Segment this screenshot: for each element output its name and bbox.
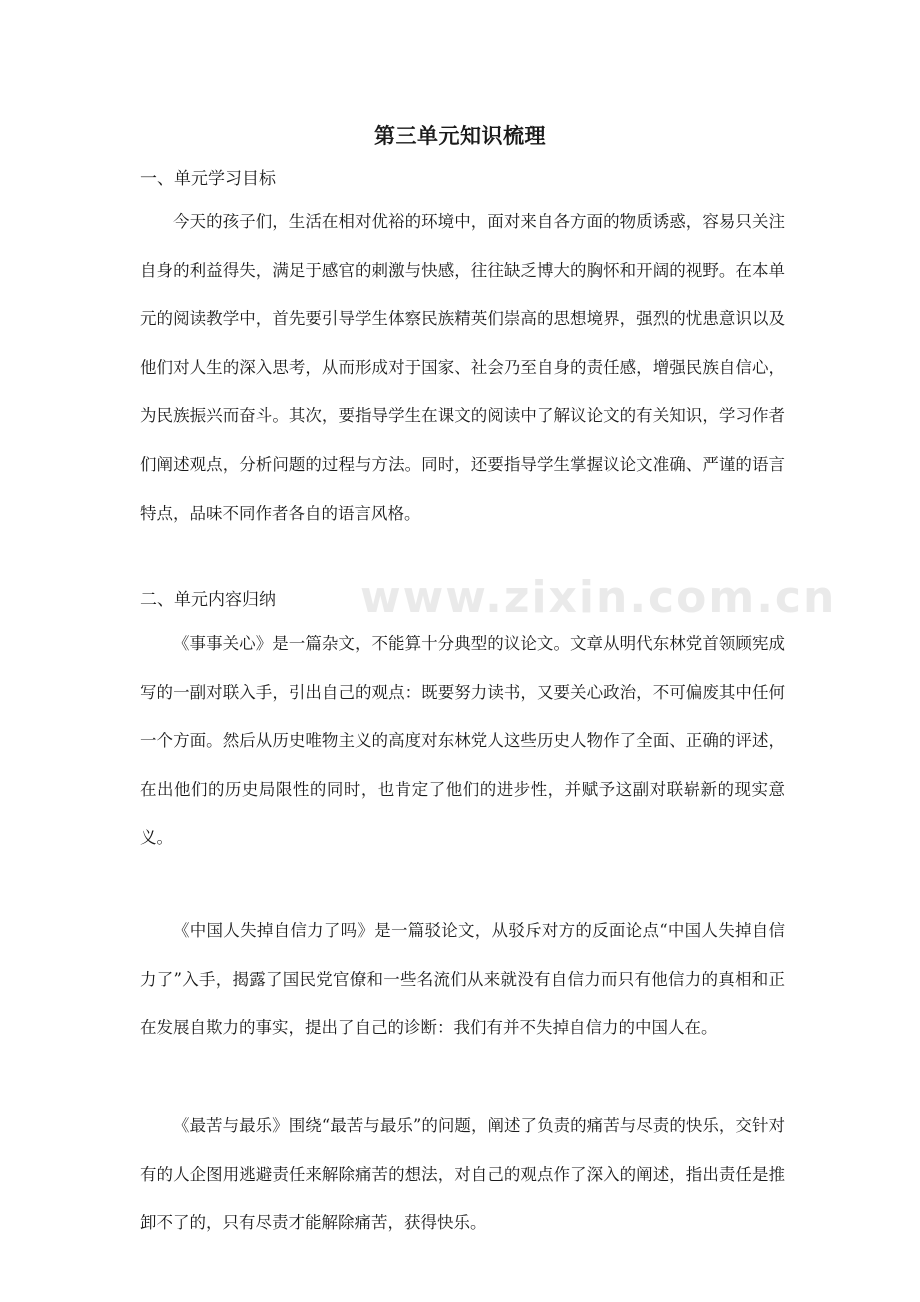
- paragraph-learning-goals: 今天的孩子们，生活在相对优裕的环境中，面对来自各方面的物质诱惑，容易只关注自身的利益得失，满足于感官的刺激与快感，往往缺乏博大的胸怀和开阔的视野。在本单元的阅读教学中，首先要引导学生体察民族精英们崇高的思想境界，强烈的忧患意识以及他们对人生的深入思考，从而形成对于国家、社会乃至自身的责任感，增强民族自信心，为民族振兴而奋斗。其次，要指导学生在课文的阅读中了解议论文的有关知识，学习作者们阐述观点，分析问题的过程与方法。同时，还要指导学生掌握议论文准确、严谨的语言特点，品味不同作者各自的语言风格。: [140, 212, 785, 523]
- section-heading-content-summary: 二、单元内容归纳: [140, 590, 276, 610]
- watermark: www.zixin.com.cn: [360, 572, 837, 623]
- paragraph-zuiku-zuile: 《最苦与最乐》围绕“最苦与最乐”的问题，阐述了负责的痛苦与尽责的快乐，交针对有的人企图用逃避责任来解除痛苦的想法，对自己的观点作了深入的阐述，指出责任是推卸不了的，只有尽责才能解除痛苦，获得快乐。: [140, 1116, 785, 1233]
- paragraph-zixinli: 《中国人失掉自信力了吗》是一篇驳论文，从驳斥对方的反面论点“中国人失掉自信力了”入手，揭露了国民党官僚和一些名流们从来就没有自信力而只有他信力的真相和正在发展自欺力的事实，提出了自己的诊断：我们有并不失掉自信力的中国人在。: [140, 921, 785, 1038]
- section-heading-learning-goals: 一、单元学习目标: [140, 169, 276, 189]
- page-title: 第三单元知识梳理: [374, 124, 546, 148]
- paragraph-shishi-guanxin: 《事事关心》是一篇杂文，不能算十分典型的议论文。文章从明代东林党首领顾宪成写的一副对联入手，引出自己的观点：既要努力读书，又要关心政治，不可偏废其中任何一个方面。然后从历史唯物主义的高度对东林党人这些历史人物作了全面、正确的评述，在出他们的历史局限性的同时，也肯定了他们的进步性，并赋予这副对联崭新的现实意义。: [140, 634, 785, 848]
